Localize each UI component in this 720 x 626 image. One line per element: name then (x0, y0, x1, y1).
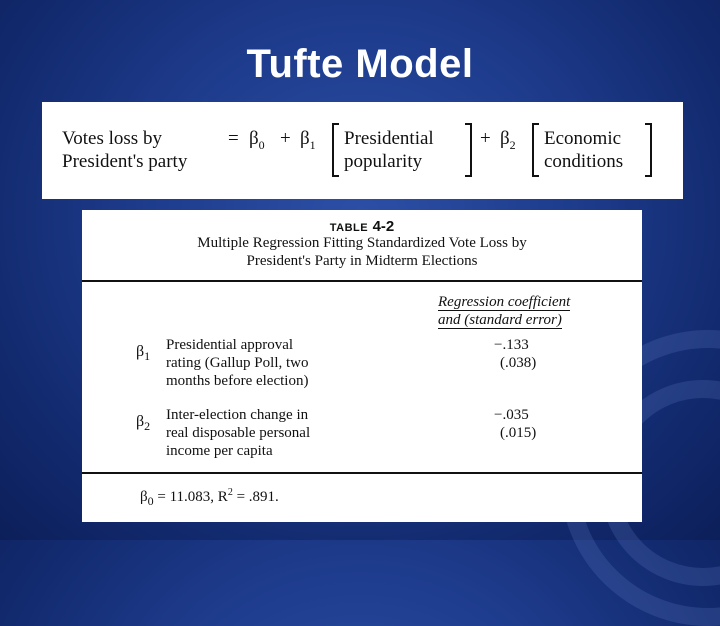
table-title-line2: President's Party in Midterm Elections (246, 253, 478, 269)
row-desc-line: months before election) (166, 373, 309, 389)
left-bracket (332, 123, 339, 177)
left-bracket (532, 123, 539, 177)
row-coefficient: −.133 (494, 337, 529, 353)
row-standard-error: (.038) (500, 355, 537, 371)
table-rule-top (82, 280, 642, 282)
row-symbol-beta1: $\beta_1$ (136, 343, 151, 364)
equation-beta2: $\beta_2$ (500, 128, 516, 152)
right-bracket (645, 123, 652, 177)
column-header-line1: Regression coefficient (438, 294, 571, 310)
equation-panel (42, 102, 683, 199)
equation-term2-line2: conditions (544, 151, 624, 172)
slide-title: Tufte Model (246, 42, 474, 86)
row-desc-line: rating (Gallup Poll, two (166, 355, 309, 371)
row-desc-line: real disposable personal (166, 425, 311, 441)
column-header-line2: and (standard error) (438, 312, 562, 328)
table-rule-bottom (82, 472, 642, 474)
equation-equals: = (228, 128, 239, 149)
table-title-line1: Multiple Regression Fitting Standardized Vote Loss by (197, 235, 527, 251)
row-desc-line: income per capita (166, 443, 273, 459)
equation-lhs-line1: Votes loss by (62, 128, 162, 149)
equation-lhs-line2: President's party (62, 151, 188, 172)
table-footer: $\beta_0 = 11.083$, $R^2 = .891$. (140, 487, 279, 508)
equation-beta0: $\beta_0$ (249, 128, 265, 152)
equation-term1-line1: Presidential (344, 128, 434, 149)
row-desc-line: Inter-election change in (166, 407, 309, 423)
equation-term1-line2: popularity (344, 151, 423, 172)
regression-table (82, 210, 642, 522)
equation-plus-1: + (280, 128, 291, 149)
equation-beta1: $\beta_1$ (300, 128, 316, 152)
row-desc-line: Presidential approval (166, 337, 294, 353)
table-label: TABLE 4-2 (329, 218, 395, 235)
equation-term2-line1: Economic (544, 128, 622, 149)
right-bracket (465, 123, 472, 177)
row-coefficient: −.035 (494, 407, 529, 423)
row-symbol-beta2: $\beta_2$ (136, 413, 151, 434)
equation-plus-2: + (480, 128, 491, 149)
row-standard-error: (.015) (500, 425, 537, 441)
